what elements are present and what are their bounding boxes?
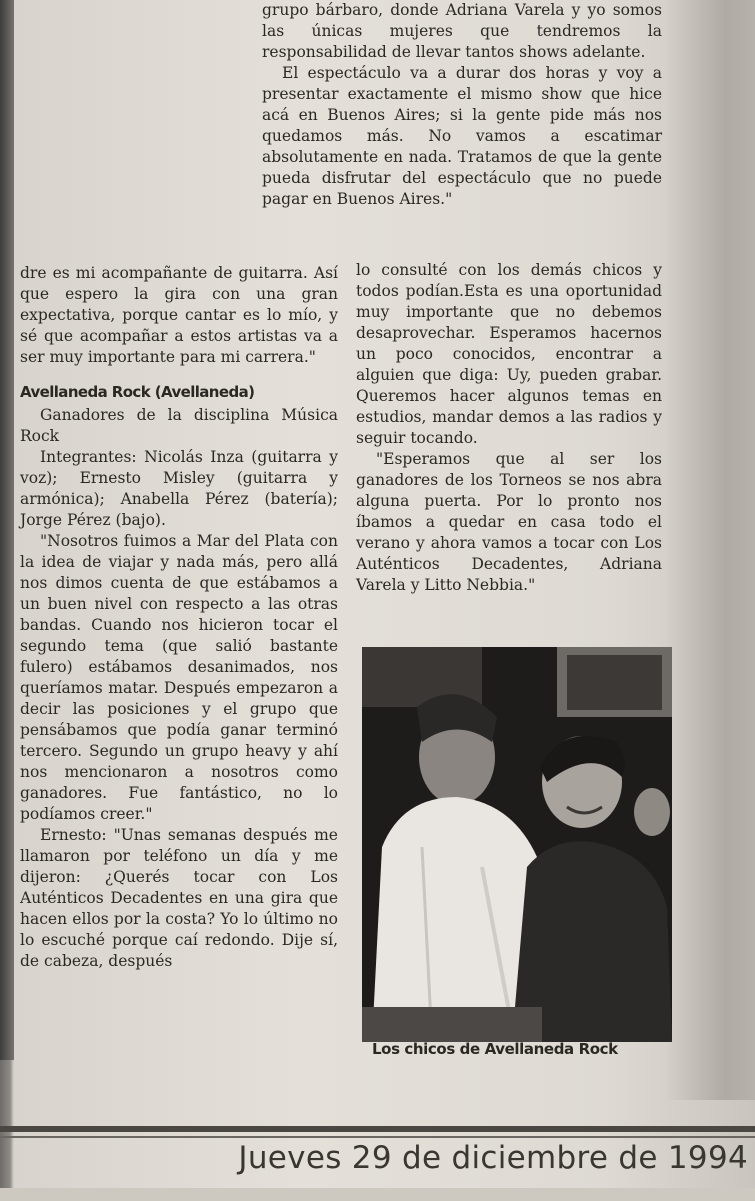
page-shadow-right [665,0,755,1100]
top-paragraph-2: El espectáculo va a durar dos horas y voy a presentar exactamente el mismo show que hice acá en Buenos Aires; si la gente pide más nos quedamos más. No vamos a escatimar absolutamente en nada. Tratamos de que la gente pueda disfrutar del espectáculo que no puede pagar en Buenos Aires." [262,64,662,208]
footer-rule-thin [0,1136,755,1138]
right-paragraph-2: "Esperamos que al ser los ganadores de los Torneos se nos abra alguna puerta. Por lo pronto nos íbamos a quedar en casa todo el verano y ahora vamos a tocar con Los Auténticos Decadentes, Adriana Varela y Litto Nebbia." [356,450,662,594]
right-paragraph-1: lo consulté con los demás chicos y todos podían.Esta es una oportunidad muy importante que no debemos desaprovechar. Esperamos hacernos un poco conocidos, encontrar a alguien que diga: Uy, pueden grabar. Queremos hacer algunos temas en estudios, mandar demos a las radios y seguir tocando. [356,261,662,447]
right-article-column [356,260,662,596]
top-paragraph-1: grupo bárbaro, donde Adriana Varela y yo somos las únicas mujeres que tendremos la responsabilidad de llevar tantos shows adelante. [262,1,662,61]
left-article-column [20,263,338,972]
publication-date: Jueves 29 de diciembre de 1994 [238,1140,748,1176]
photo-caption: Los chicos de Avellaneda Rock [372,1040,618,1058]
left-intro-paragraph: dre es mi acompañante de guitarra. Así que espero la gira con una gran expectativa, porque cantar es lo mío, y sé que acompañar a estos artistas va a ser muy importante para mi carrera." [20,264,338,366]
top-article-column [262,0,662,210]
left-paragraph-3: "Nosotros fuimos a Mar del Plata con la idea de viajar y nada más, pero allá nos dimos cuenta de que estábamos a un buen nivel con respecto a las otras bandas. Cuando nos hicieron tocar el segundo tema (que salió bastante fulero) estábamos desanimados, nos queríamos matar. Después empezaron a decir las posiciones y el grupo que pensábamos que podía ganar terminó tercero. Segundo un grupo heavy y ahí nos mencionaron a nosotros como ganadores. Fue fantástico, no lo podíamos creer." [20,532,338,823]
footer-rule-thick [0,1126,755,1132]
left-paragraph-2: Integrantes: Nicolás Inza (guitarra y voz); Ernesto Misley (guitarra y armónica); Anabella Pérez (batería); Jorge Pérez (bajo). [20,448,338,529]
section-heading: Avellaneda Rock (Avellaneda) [20,383,255,401]
left-paragraph-1: Ganadores de la disciplina Música Rock [20,406,338,445]
band-photo [362,647,672,1042]
page-shadow-left [0,0,14,1060]
left-paragraph-4: Ernesto: "Unas semanas después me llamaron por teléfono un día y me dijeron: ¿Querés tocar con Los Auténticos Decadentes en una gira que hacen ellos por la costa? Yo lo último no lo escuché porque caí redondo. Dije sí, de cabeza, después [20,826,338,970]
band-photo-image [362,647,672,1042]
page-bottom-strip [0,1188,755,1201]
